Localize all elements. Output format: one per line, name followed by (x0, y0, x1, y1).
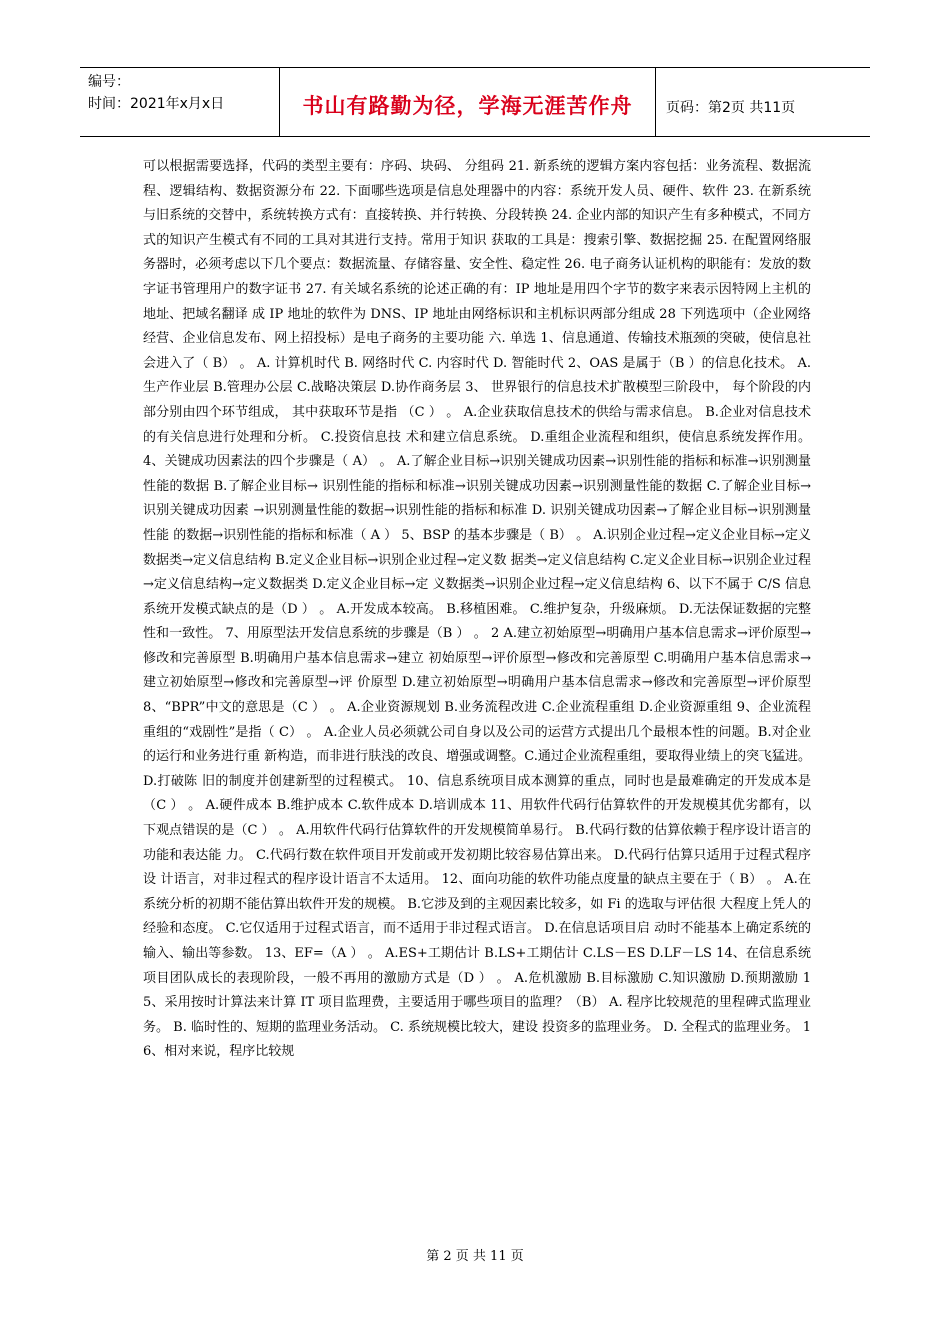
document-number-label: 编号： (88, 74, 130, 90)
document-time-label: 时间：2021年x月x日 (88, 96, 225, 112)
document-body (143, 155, 811, 1065)
header-page-info: 页码：第2页 共11页 (666, 100, 796, 116)
header-page-cell (656, 68, 870, 136)
header-motto: 书山有路勤为径，学海无涯苦作舟 (302, 94, 633, 118)
body-paragraph: 可以根据需要选择，代码的类型主要有：序码、块码、 分组码 21. 新系统的逻辑方案内容包括：业务流程、数据流程、逻辑结构、数据资源分布 22. 下面哪些选项是信息处理器中的内容：系统开发人员、硬件、软件 23. 在新系统与旧系统的交替中，系统转换方式有：直接转换、并行转换、分段转换 24. 企业内部的知识产生有多种模式，不同方式的知识产生模式有不同的工具对其进行支持。常用于知识 获取的工具是：搜索引擎、数据挖掘 25. 在配置网络服务器时，必须考虑以下几个要点：数据流量、存储容量、安全性、稳定性 26. 电子商务认证机构的职能有：发放的数字证书管理用户的数字证书 27. 有关域名系统的论述正确的有：IP 地址是用四个字节的数字来表示因特网上主机的地址、把域名翻译 成 IP 地址的软件为 DNS、IP 地址由网络标识和主机标识两部分组成 28 下列选项中（企业网络经营、企业信息发布、网上招投标）是电子商务的主要功能 六. 单选 1、信息通道、传输技术瓶颈的突破，使信息社会进入了（ B） 。 A. 计算机时代 B. 网络时代 C. 内容时代 D. 智能时代 2、OAS 是属于（B ）的信息化技术。 A.生产作业层 B.管理办公层 C.战略决策层 D.协作商务层 3、 世界银行的信息技术扩散模型三阶段中， 每个阶段的内部分别由四个环节组成， 其中获取环节是指 （C ） 。 A.企业获取信息技术的供给与需求信息。 B.企业对信息技术的有关信息进行处理和分析。 C.投资信息技 术和建立信息系统。 D.重组企业流程和组织，使信息系统发挥作用。 4、关键成功因素法的四个步骤是（ A） 。 A.了解企业目标→识别关键成功因素→识别性能的指标和标准→识别测量性能的数据 B.了解企业目标→ 识别性能的指标和标准→识别关键成功因素→识别测量性能的数据 C.了解企业目标→识别关键成功因素 →识别测量性能的数据→识别性能的指标和标准 D. 识别关键成功因素→了解企业目标→识别测量性能 的数据→识别性能的指标和标准（ A ） 5、BSP 的基本步骤是（ B） 。 A.识别企业过程→定义企业目标→定义数据类→定义信息结构 B.定义企业目标→识别企业过程→定义数 据类→定义信息结构 C.定义企业目标→识别企业过程→定义信息结构→定义数据类 D.定义企业目标→定 义数据类→识别企业过程→定义信息结构 6、以下不属于 C/S 信息系统开发模式缺点的是（D ） 。 A.开发成本较高。 B.移植困难。 C.维护复杂，升级麻烦。 D.无法保证数据的完整性和一致性。 7、用原型法开发信息系统的步骤是（B ） 。 2 A.建立初始原型→明确用户基本信息需求→评价原型→修改和完善原型 B.明确用户基本信息需求→建立 初始原型→评价原型→修改和完善原型 C.明确用户基本信息需求→建立初始原型→修改和完善原型→评 价原型 D.建立初始原型→明确用户基本信息需求→修改和完善原型→评价原型 8、“BPR”中文的意思是（C ） 。 A.企业资源规划 B.业务流程改进 C.企业流程重组 D.企业资源重组 9、企业流程重组的“戏剧性”是指（ C） 。 A.企业人员必须就公司自身以及公司的运营方式提出几个最根本性的问题。B.对企业的运行和业务进行重 新构造，而非进行肤浅的改良、增强或调整。C.通过企业流程重组，要取得业绩上的突飞猛进。 D.打破陈 旧的制度并创建新型的过程模式。 10、信息系统项目成本测算的重点，同时也是最难确定的开发成本是（C ） 。 A.硬件成本 B.维护成本 C.软件成本 D.培训成本 11、用软件代码行估算软件的开发规模其优劣都有，以下观点错误的是（C ） 。 A.用软件代码行估算软件的开发规模简单易行。 B.代码行数的估算依赖于程序设计语言的功能和表达能 力。 C.代码行数在软件项目开发前或开发初期比较容易估算出来。 D.代码行估算只适用于过程式程序设 计语言，对非过程式的程序设计语言不太适用。 12、面向功能的软件功能点度量的缺点主要在于（ B） 。 A.在系统分析的初期不能估算出软件开发的规模。 B.它涉及到的主观因素比较多，如 Fi 的选取与评估很 大程度上凭人的经验和态度。 C.它仅适用于过程式语言，而不适用于非过程式语言。 D.在信息话项目启 动时不能基本上确定系统的输入、输出等参数。 13、EF=（A ） 。 A.ES+工期估计 B.LS+工期估计 C.LS－ES D.LF－LS 14、在信息系统项目团队成长的表现阶段，一般不再用的激励方式是（D ） 。 A.危机激励 B.目标激励 C.知识激励 D.预期激励 15、采用按时计算法来计算 IT 项目监理费，主要适用于哪些项目的监理？（B） A. 程序比较规范的里程碑式监理业务。 B. 临时性的、短期的监理业务活动。 C. 系统规模比较大，建设 投资多的监理业务。 D. 全程式的监理业务。 16、相对来说，程序比较规 (143, 159, 811, 1060)
page-footer (0, 1245, 950, 1264)
footer-page-number: 第 2 页 共 11 页 (426, 1249, 524, 1264)
page-header (80, 67, 870, 137)
header-motto-cell (280, 68, 656, 136)
header-meta (80, 68, 280, 136)
